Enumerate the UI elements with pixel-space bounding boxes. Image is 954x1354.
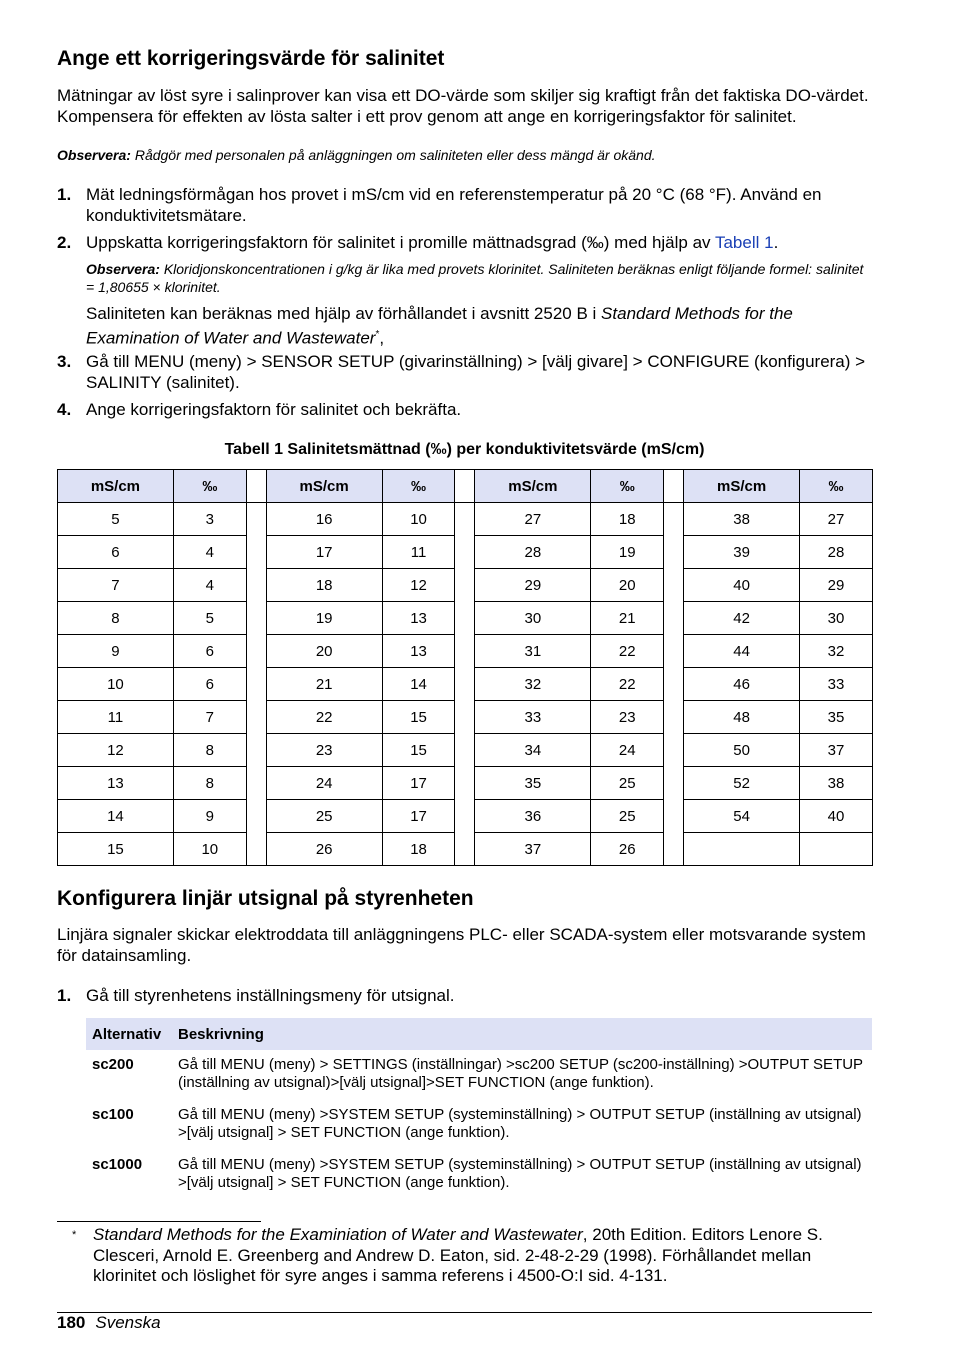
header-permille: ‰ [591, 470, 664, 503]
cell-permille: 13 [382, 635, 455, 668]
cell-mscm: 16 [266, 503, 382, 536]
option-key: sc100 [92, 1106, 134, 1123]
header-permille: ‰ [382, 470, 455, 503]
cell-mscm: 48 [684, 701, 800, 734]
table-row [58, 668, 873, 701]
cell-mscm: 38 [684, 503, 800, 536]
option-row-sc1000 [86, 1150, 872, 1200]
cell-mscm: 15 [58, 833, 174, 866]
cell-permille: 10 [173, 833, 246, 866]
cell-mscm: 35 [475, 767, 591, 800]
cell-permille: 6 [173, 668, 246, 701]
cell-permille: 25 [591, 800, 664, 833]
column-gap [246, 833, 266, 866]
cell-mscm: 8 [58, 602, 174, 635]
cell-mscm: 36 [475, 800, 591, 833]
paragraph-text: Saliniteten kan beräknas med hjälp av förhållandet i avsnitt 2520 B i [86, 304, 602, 323]
option-key: sc1000 [92, 1156, 143, 1173]
note-label: Observera: [57, 147, 131, 163]
cell-permille: 15 [382, 701, 455, 734]
page-number: 180 [57, 1313, 86, 1332]
cell-permille: 3 [173, 503, 246, 536]
step-4 [57, 400, 872, 421]
cell-permille: 7 [173, 701, 246, 734]
salinity-table [57, 469, 873, 866]
cell-mscm: 42 [684, 602, 800, 635]
column-gap [455, 734, 475, 767]
section-heading-salinity: Ange ett korrigeringsvärde för salinitet [57, 47, 445, 70]
column-gap [246, 536, 266, 569]
column-gap [246, 503, 266, 536]
note-text: Kloridjonskoncentrationen i g/kg är lika med provets klorinitet. Saliniteten beräknas enligt följande formel: salinitet = 1,80655 × klorinitet. [86, 261, 864, 295]
cell-permille: 20 [591, 569, 664, 602]
column-gap [246, 569, 266, 602]
cell-mscm: 54 [684, 800, 800, 833]
header-alternative: Alternativ [86, 1018, 172, 1050]
column-gap [664, 734, 684, 767]
table-row [58, 602, 873, 635]
column-gap [455, 701, 475, 734]
table-body [58, 503, 873, 866]
cell-mscm: 33 [475, 701, 591, 734]
cell-permille: 13 [382, 602, 455, 635]
column-gap [246, 734, 266, 767]
table-row [58, 536, 873, 569]
output-step-1 [57, 986, 872, 1007]
cell-mscm: 24 [266, 767, 382, 800]
cell-mscm: 29 [475, 569, 591, 602]
column-gap [455, 602, 475, 635]
step-1 [57, 185, 872, 226]
step-2 [57, 233, 872, 254]
footnote-title: Standard Methods for the Examiniation of Water and Wastewater [93, 1225, 583, 1244]
cell-permille: 28 [800, 536, 873, 569]
linear-output-intro: Linjära signaler skickar elektroddata till anläggningens PLC- eller SCADA-system eller motsvarande system för datainsamling. [57, 925, 866, 965]
cell-permille: 30 [800, 602, 873, 635]
cell-permille: 5 [173, 602, 246, 635]
header-mscm: mS/cm [266, 470, 382, 503]
cell-mscm: 40 [684, 569, 800, 602]
step-2-paragraph [86, 304, 872, 349]
cell-permille: 25 [591, 767, 664, 800]
cell-permille: 14 [382, 668, 455, 701]
footnote [57, 1225, 872, 1287]
step-2-note [86, 260, 872, 296]
header-mscm: mS/cm [475, 470, 591, 503]
option-key: sc200 [92, 1056, 134, 1073]
column-gap [246, 668, 266, 701]
cell-mscm: 46 [684, 668, 800, 701]
options-table [86, 1018, 872, 1200]
cell-permille: 35 [800, 701, 873, 734]
cell-permille: 23 [591, 701, 664, 734]
cell-mscm: 10 [58, 668, 174, 701]
cell-mscm: 28 [475, 536, 591, 569]
column-gap [246, 767, 266, 800]
cell-mscm: 22 [266, 701, 382, 734]
table-row [58, 833, 873, 866]
cell-mscm: 25 [266, 800, 382, 833]
header-mscm: mS/cm [684, 470, 800, 503]
option-desc: Gå till MENU (meny) > SETTINGS (inställningar) >sc200 SETUP (sc200-inställning) >OUTPUT SETUP (inställning av utsignal)>[välj utsignal]>SET FUNCTION (ange funktion). [178, 1056, 863, 1091]
footnote-separator [57, 1221, 261, 1222]
step-number: 4. [57, 400, 72, 419]
table-row [58, 800, 873, 833]
salinity-note [57, 146, 872, 164]
cell-mscm: 11 [58, 701, 174, 734]
footer-language: Svenska [95, 1313, 161, 1332]
column-gap [664, 668, 684, 701]
cell-permille: 26 [591, 833, 664, 866]
column-gap [455, 833, 475, 866]
cell-permille: 19 [591, 536, 664, 569]
cell-mscm: 32 [475, 668, 591, 701]
reference-title: Standard Methods for the Examination of Water and Wastewater [86, 304, 793, 348]
table-caption: Tabell 1 Salinitetsmättnad (‰) per konduktivitetsvärde (mS/cm) [224, 441, 705, 458]
column-gap [664, 701, 684, 734]
column-gap [455, 767, 475, 800]
step-number: 3. [57, 352, 72, 371]
cell-permille: 4 [173, 569, 246, 602]
cell-permille [800, 833, 873, 866]
cell-mscm: 26 [266, 833, 382, 866]
cell-permille: 15 [382, 734, 455, 767]
step-number: 1. [57, 986, 72, 1005]
cell-mscm: 13 [58, 767, 174, 800]
cell-mscm: 39 [684, 536, 800, 569]
step-number: 1. [57, 185, 72, 204]
column-gap [455, 800, 475, 833]
option-row-sc200 [86, 1050, 872, 1100]
column-gap [664, 635, 684, 668]
note-text: Rådgör med personalen på anläggningen om saliniteten eller dess mängd är okänd. [130, 147, 656, 163]
cell-permille: 18 [382, 833, 455, 866]
cell-permille: 40 [800, 800, 873, 833]
cell-permille: 37 [800, 734, 873, 767]
column-gap [246, 701, 266, 734]
column-gap [664, 767, 684, 800]
column-gap [455, 503, 475, 536]
column-gap [455, 569, 475, 602]
column-gap [664, 602, 684, 635]
cell-mscm: 44 [684, 635, 800, 668]
column-gap [455, 470, 475, 503]
cell-mscm: 6 [58, 536, 174, 569]
cell-mscm: 12 [58, 734, 174, 767]
column-gap [246, 800, 266, 833]
table-row [58, 767, 873, 800]
option-desc: Gå till MENU (meny) >SYSTEM SETUP (systeminställning) > OUTPUT SETUP (inställning av utsignal) >[välj utsignal] > SET FUNCTION (ange funktion). [178, 1106, 862, 1141]
step-text-end: . [773, 233, 779, 252]
footnote-marker[interactable]: * [375, 328, 380, 340]
table-row [58, 503, 873, 536]
table-header-row [58, 470, 873, 503]
section-heading-linear-output: Konfigurera linjär utsignal på styrenheten [57, 887, 474, 910]
cell-mscm [684, 833, 800, 866]
cell-mscm: 23 [266, 734, 382, 767]
cell-permille: 8 [173, 734, 246, 767]
column-gap [455, 536, 475, 569]
table-1-link[interactable]: Tabell 1 [714, 233, 774, 252]
step-text: Uppskatta korrigeringsfaktorn för salinitet i promille mättnadsgrad (‰) med hjälp av [86, 233, 715, 252]
column-gap [664, 470, 684, 503]
header-permille: ‰ [173, 470, 246, 503]
cell-permille: 6 [173, 635, 246, 668]
cell-permille: 21 [591, 602, 664, 635]
table-row [58, 734, 873, 767]
option-row-sc100 [86, 1100, 872, 1150]
column-gap [246, 470, 266, 503]
note-label: Observera: [86, 261, 160, 277]
header-mscm: mS/cm [58, 470, 174, 503]
cell-mscm: 20 [266, 635, 382, 668]
header-permille: ‰ [800, 470, 873, 503]
column-gap [455, 635, 475, 668]
page-footer [57, 1313, 161, 1333]
column-gap [246, 635, 266, 668]
step-text: Gå till MENU (meny) > SENSOR SETUP (givarinställning) > [välj givare] > CONFIGURE (konfigurera) > SALINITY (salinitet). [86, 352, 866, 392]
step-text: Gå till styrenhetens inställningsmeny för utsignal. [86, 986, 455, 1005]
salinity-intro: Mätningar av löst syre i salinprover kan visa ett DO-värde som skiljer sig kraftigt från det faktiska DO-värdet. Kompensera för effekten av lösta salter i ett prov genom att ange en korrigeringsfaktor för salinitet. [57, 86, 869, 126]
cell-permille: 9 [173, 800, 246, 833]
cell-permille: 24 [591, 734, 664, 767]
cell-permille: 12 [382, 569, 455, 602]
column-gap [664, 569, 684, 602]
header-description: Beskrivning [172, 1018, 872, 1050]
paragraph-end: , [379, 328, 385, 348]
column-gap [664, 833, 684, 866]
cell-mscm: 17 [266, 536, 382, 569]
option-desc: Gå till MENU (meny) >SYSTEM SETUP (systeminställning) > OUTPUT SETUP (inställning av utsignal) >[välj utsignal] > SET FUNCTION (ange funktion). [178, 1156, 862, 1191]
options-header-row [86, 1018, 872, 1050]
cell-permille: 33 [800, 668, 873, 701]
column-gap [664, 536, 684, 569]
step-text: Ange korrigeringsfaktorn för salinitet och bekräfta. [86, 400, 462, 419]
cell-permille: 22 [591, 668, 664, 701]
cell-permille: 17 [382, 800, 455, 833]
step-text: Mät ledningsförmågan hos provet i mS/cm vid en referenstemperatur på 20 °C (68 °F). Använd en konduktivitetsmätare. [86, 185, 822, 225]
cell-permille: 10 [382, 503, 455, 536]
column-gap [246, 602, 266, 635]
cell-mscm: 30 [475, 602, 591, 635]
footnote-star: * [72, 1229, 77, 1241]
cell-mscm: 34 [475, 734, 591, 767]
table-row [58, 635, 873, 668]
column-gap [664, 800, 684, 833]
cell-mscm: 21 [266, 668, 382, 701]
cell-mscm: 19 [266, 602, 382, 635]
step-3 [57, 352, 872, 393]
footer-rule [57, 1312, 872, 1313]
cell-permille: 17 [382, 767, 455, 800]
table-row [58, 569, 873, 602]
cell-mscm: 37 [475, 833, 591, 866]
cell-permille: 32 [800, 635, 873, 668]
column-gap [455, 668, 475, 701]
cell-permille: 22 [591, 635, 664, 668]
cell-permille: 18 [591, 503, 664, 536]
cell-mscm: 9 [58, 635, 174, 668]
cell-mscm: 5 [58, 503, 174, 536]
cell-permille: 27 [800, 503, 873, 536]
cell-mscm: 14 [58, 800, 174, 833]
cell-permille: 11 [382, 536, 455, 569]
cell-permille: 4 [173, 536, 246, 569]
cell-permille: 8 [173, 767, 246, 800]
step-number: 2. [57, 233, 72, 252]
table-row [58, 701, 873, 734]
cell-mscm: 7 [58, 569, 174, 602]
column-gap [664, 503, 684, 536]
cell-permille: 29 [800, 569, 873, 602]
cell-mscm: 18 [266, 569, 382, 602]
cell-mscm: 31 [475, 635, 591, 668]
footnote-text: , 20th Edition. Editors Lenore S. Clesceri, Arnold E. Greenberg and Andrew D. Eaton, sid. 2-48-2-29 (1998). Förhållandet mellan klorinitet och löslighet för syre anges i samma referens i 4500-O:I sid. 4-131. [93, 1225, 823, 1285]
cell-permille: 38 [800, 767, 873, 800]
cell-mscm: 52 [684, 767, 800, 800]
cell-mscm: 50 [684, 734, 800, 767]
cell-mscm: 27 [475, 503, 591, 536]
